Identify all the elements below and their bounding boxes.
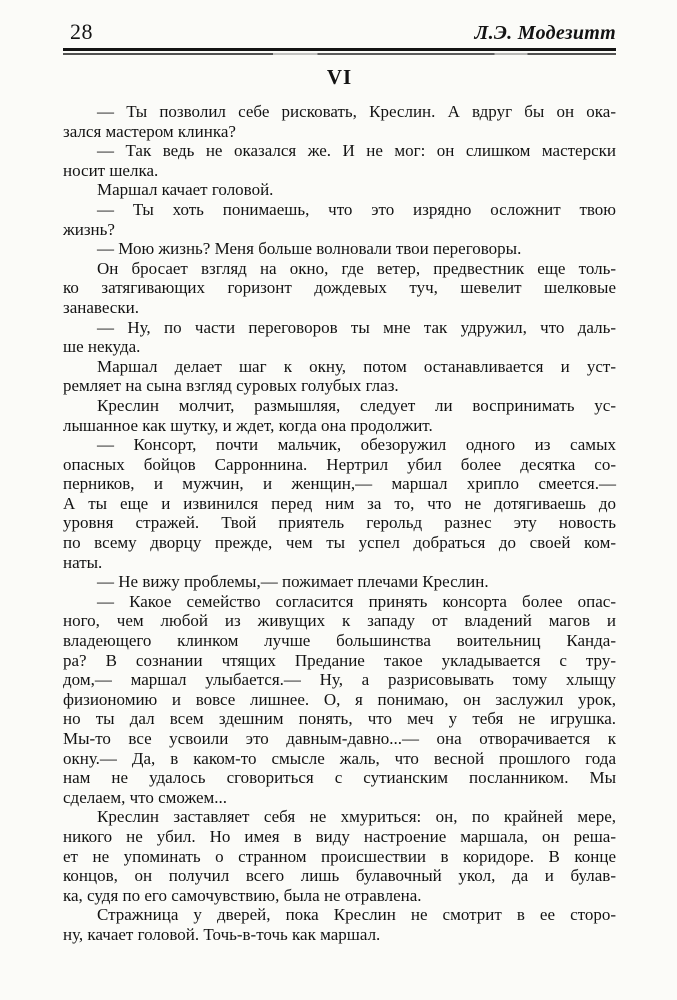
text-line: никого не убил. Но имея в виду настроение маршала, он реша- <box>63 826 616 846</box>
text-line: ко затягивающих горизонт дождевых туч, шевелит шелковые <box>63 278 616 298</box>
text-line: по всему дворцу прежде, чем ты успел добраться до своей ком- <box>63 533 616 553</box>
paragraph <box>63 180 616 200</box>
paragraph <box>63 141 616 180</box>
text-line: лышанное как шутку, и ждет, когда она продолжит. <box>63 415 433 435</box>
text-line: — Не вижу проблемы,— пожимает плечами Креслин. <box>97 572 489 592</box>
text-line: уровня стражей. Твой приятель герольд разнес эту новость <box>63 513 616 533</box>
header-rule <box>63 48 616 51</box>
paragraph <box>63 239 616 259</box>
text-line: ра? В сознании чтящих Предание такое укладывается с тру- <box>63 650 616 670</box>
paragraph <box>63 200 616 239</box>
paragraph <box>63 318 616 357</box>
text-line: физиономию и вовсе лишнее. О, я понимаю, он заслужил урок, <box>63 689 616 709</box>
text-line: опасных бойцов Сарроннина. Нертрил убил более десятка со- <box>63 454 616 474</box>
text-line: — Ну, по части переговоров ты мне так удружил, что даль- <box>97 317 616 337</box>
text-line: ка, судя по его самочувствию, была не отравлена. <box>63 885 422 905</box>
text-line: Маршал качает головой. <box>97 180 274 200</box>
text-line: ше некуда. <box>63 337 141 357</box>
running-header <box>63 0 616 48</box>
text-line: Мы-то все усвоили это давным-давно...— она отворачивается к <box>63 729 616 748</box>
text-line: — Так ведь не оказался же. И не мог: он слишком мастерски <box>97 141 616 161</box>
chapter-heading: VI <box>326 65 353 89</box>
text-line: носит шелка. <box>63 160 159 180</box>
paragraph <box>63 572 616 592</box>
text-line: перников, и мужчин, и женщин,— маршал хрипло смеется.— <box>63 474 616 494</box>
paragraph <box>63 592 616 808</box>
page-number: 28 <box>70 19 93 44</box>
text-line: ремляет на сына взгляд суровых голубых глаз. <box>63 376 399 396</box>
paragraph <box>63 396 616 435</box>
text-line: А ты еще и извинился перед ним за то, что не дотягиваешь до <box>63 493 616 513</box>
text-line: владеющего клинком лучше большинства воительниц Канда- <box>63 631 616 651</box>
text-line: ного, чем любой из живущих к западу от владений магов и <box>63 611 616 631</box>
text-line: — Ты позволил себе рисковать, Креслин. А вдруг бы он ока- <box>97 102 616 121</box>
text-line: Креслин молчит, размышляя, следует ли воспринимать ус- <box>97 395 616 415</box>
text-line: Креслин заставляет себя не хмуриться: он, по крайней мере, <box>97 807 616 827</box>
text-line: — Ты хоть понимаешь, что это изрядно осложнит твою <box>97 199 616 219</box>
body-text <box>63 102 616 945</box>
text-line: — Какое семейство согласится принять консорта более опас- <box>97 591 616 611</box>
paragraph <box>63 435 616 572</box>
text-line: но ты дал всем здешним понять, что меч у тебя не игрушка. <box>63 709 616 729</box>
text-line: концов, он получил всего лишь булавочный укол, да и булав- <box>63 866 616 886</box>
text-line: нам не удалось сговориться с сутианским посланником. Мы <box>63 768 616 788</box>
paragraph <box>63 807 616 905</box>
paragraph <box>63 259 616 318</box>
text-line: занавески. <box>63 297 139 317</box>
text-line: зался мастером клинка? <box>63 121 236 141</box>
running-head-author: Л.Э. Модезитт <box>474 22 616 44</box>
text-line: окну.— Да, в каком-то смысле жаль, что весной прошлого года <box>63 748 616 768</box>
text-line: ет не упоминать о странном происшествии в коридоре. В конце <box>63 846 616 866</box>
text-line: жизнь? <box>63 219 115 239</box>
text-line: сделаем, что сможем... <box>63 787 228 807</box>
text-line: дом,— маршал улыбается.— Ну, а разрисовывать тому хлыщу <box>63 670 616 690</box>
text-line: Он бросает взгляд на окно, где ветер, предвестник еще толь- <box>97 258 616 278</box>
text-line: наты. <box>63 552 103 572</box>
paragraph <box>63 357 616 396</box>
text-line: ну, качает головой. Точь-в-точь как маршал. <box>63 924 381 944</box>
text-line: Стражница у дверей, пока Креслин не смотрит в ее сторо- <box>97 905 616 925</box>
text-line: — Мою жизнь? Меня больше волновали твои переговоры. <box>97 239 522 259</box>
text-line: — Консорт, почти мальчик, обезоружил одного из самых <box>97 435 616 455</box>
paragraph <box>63 905 616 944</box>
paragraph <box>63 102 616 141</box>
text-line: Маршал делает шаг к окну, потом останавливается и уст- <box>97 356 616 376</box>
